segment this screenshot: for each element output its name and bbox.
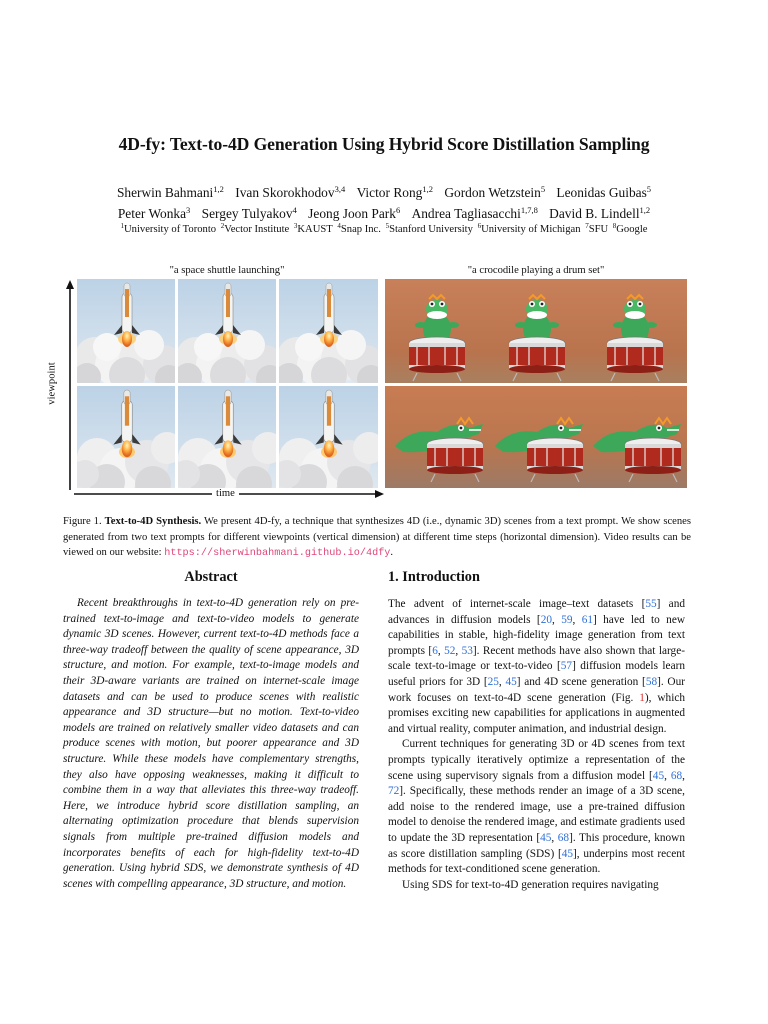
citation-link[interactable]: 53	[461, 644, 473, 657]
author-name: Victor Rong$^{1,2}$	[356, 184, 433, 200]
author-affiliation-marker: 6	[395, 205, 401, 215]
author-affiliation-marker: 1,2	[639, 205, 651, 215]
shuttle-image-view1-t2	[178, 279, 276, 383]
project-url-link[interactable]: https://sherwinbahmani.github.io/4dfy	[164, 548, 391, 559]
citation-link[interactable]: 6	[432, 644, 438, 657]
citation-link[interactable]: 45	[540, 831, 552, 844]
affiliation: $^6$University of Michigan	[477, 222, 581, 235]
time-axis-label: time	[212, 488, 239, 499]
affiliation-list	[40, 224, 728, 235]
author-affiliation-marker: 5	[540, 184, 546, 194]
author-affiliation-marker: 1,2	[213, 184, 224, 194]
abstract-text: Recent breakthroughs in text-to-4D generation rely on pre-trained text-to-image and text-to-video models to generate dynamic 3D scenes. However, current text-to-4D methods face a three-way tradeoff between the quality of scene appearance, 3D structure, and motion. For example, text-to-image models and their 3D-aware variants are trained on internet-scale image datasets and can be used to produce scenes with realistic appearance and 3D structure—but no motion. Text-to-video models are trained on relatively smaller video datasets and can produce scenes with motion, but poorer appearance and 3D structure. While these models have complementary strengths, they also have opposing weaknesses, making it difficult to combine them in a way that alleviates this three-way tradeoff. Here, we introduce hybrid score distillation sampling, an alternating optimization procedure that blends supervision signals from multiple pre-trained diffusion models and incorporates benefits of each for high-fidelity text-to-4D generation. Using hybrid SDS, we demonstrate synthesis of 4D scenes with compelling appearance, 3D structure, and motion.	[63, 597, 359, 890]
citation-link[interactable]: 68	[557, 831, 570, 844]
citation-link[interactable]: 45	[561, 847, 574, 860]
caption-label: Figure 1.	[63, 516, 102, 527]
affiliation: $^7$SFU	[585, 222, 609, 235]
citation-link[interactable]: 58	[645, 675, 658, 688]
caption-text: We present 4D-fy, a technique that synthesizes 4D (i.e., dynamic 3D) scenes from a text prompt. We show scenes generated from two text prompts for different viewpoints (vertical dimension) at different time steps (horizontal dimension). Video results can be viewed on our website:	[63, 516, 691, 558]
affiliation: $^8$Google	[612, 222, 648, 235]
author-name: Leonidas Guibas$^5$	[556, 184, 652, 200]
shuttle-image-view1-t1	[77, 279, 175, 383]
viewpoint-axis-arrow	[63, 280, 77, 490]
paper-title: 4D-fy: Text-to-4D Generation Using Hybrid Score Distillation Sampling	[118, 134, 650, 154]
author-affiliation-marker: 5	[646, 184, 652, 194]
crocodile-image-view1	[385, 279, 687, 383]
shuttle-image-view1-t3	[279, 279, 378, 383]
author-name: Gordon Wetzstein$^5$	[444, 184, 546, 200]
caption-end: .	[390, 547, 394, 558]
introduction-heading: 1. Introduction	[388, 569, 480, 585]
affiliation: $^1$University of Toronto	[120, 222, 217, 235]
author-name: Sergey Tulyakov$^4$	[201, 205, 297, 221]
prompt-label-right: "a crocodile playing a drum set"	[467, 265, 605, 276]
crocodile-image-view2	[385, 386, 687, 488]
citation-link[interactable]: 55	[645, 598, 657, 610]
author-name: David B. Lindell$^{1,2}$	[549, 205, 651, 221]
figure-reference-link[interactable]: 1	[639, 691, 645, 704]
intro-paragraph-1: The advent of internet-scale image–text datasets [55] and advances in diffusion models [20, 59, 61] have led to new capabilities in stable, high-fidelity image generation from text prompts [6, 52, 53]. Recent methods have also shown that large-scale text-to-image or text-to-video [57] diffusion models learn useful priors for 3D [25, 45] and 4D scene generation [58]. Our work focuses on text-to-4D scene generation (Fig. 1), which promises exciting new capabilities for applications in augmented and virtual reality, computer animation, and industrial design.	[388, 598, 685, 735]
citation-link[interactable]: 52	[444, 644, 456, 657]
author-name: Peter Wonka$^3$	[117, 205, 191, 221]
citation-link[interactable]: 59	[561, 613, 573, 626]
citation-link[interactable]: 20	[540, 613, 552, 626]
viewpoint-axis-label: viewpoint	[46, 362, 58, 405]
intro-paragraph-3: Using SDS for text-to-4D generation requires navigating	[402, 878, 659, 891]
author-name: Ivan Skorokhodov$^{3,4}$	[235, 184, 346, 200]
prompt-label-left: "a space shuttle launching"	[169, 265, 285, 276]
author-affiliation-marker: 1,7,8	[520, 205, 538, 215]
citation-link[interactable]: 68	[670, 769, 683, 782]
author-affiliation-marker: 3,4	[334, 184, 346, 194]
citation-link[interactable]: 61	[581, 613, 593, 626]
shuttle-image-view2-t2	[178, 386, 276, 488]
author-affiliation-marker: 4	[292, 205, 297, 215]
author-name: Andrea Tagliasacchi$^{1,7,8}$	[411, 205, 538, 221]
introduction-body	[388, 597, 685, 893]
citation-link[interactable]: 45	[652, 769, 665, 782]
citation-link[interactable]: 57	[560, 660, 573, 673]
affiliation: $^4$Snap Inc.	[337, 222, 381, 235]
author-name: Jeong Joon Park$^6$	[308, 205, 401, 221]
caption-bold: Text-to-4D Synthesis.	[104, 516, 202, 527]
citation-link[interactable]: 25	[487, 675, 499, 688]
author-affiliation-marker: 3	[186, 205, 191, 215]
author-affiliation-marker: 1,2	[422, 184, 433, 194]
citation-link[interactable]: 72	[388, 785, 400, 798]
affiliation: $^2$Vector Institute	[220, 222, 290, 235]
author-list	[40, 182, 728, 224]
author-name: Sherwin Bahmani$^{1,2}$	[116, 184, 224, 200]
shuttle-image-view2-t1	[77, 386, 175, 488]
citation-link[interactable]: 45	[505, 675, 517, 688]
abstract-heading: Abstract	[184, 569, 238, 585]
intro-paragraph-2: Current techniques for generating 3D or 4D scenes from text prompts typically iteratively optimize a representation of the scene using supervisory signals from a diffusion model [45, 68, 72]. Specifically, these methods render an image of a 3D scene, add noise to the rendered image, use a pre-trained diffusion model to denoise the rendered image, and estimate gradients used to update the 3D representation [45, 68]. This procedure, known as score distillation sampling (SDS) [45], underpins most recent methods for text-conditioned scene generation.	[388, 738, 685, 876]
shuttle-image-view2-t3	[279, 386, 378, 488]
affiliation: $^3$KAUST	[293, 222, 333, 235]
figure-caption	[63, 514, 691, 562]
affiliation: $^5$Stanford University	[385, 222, 473, 235]
